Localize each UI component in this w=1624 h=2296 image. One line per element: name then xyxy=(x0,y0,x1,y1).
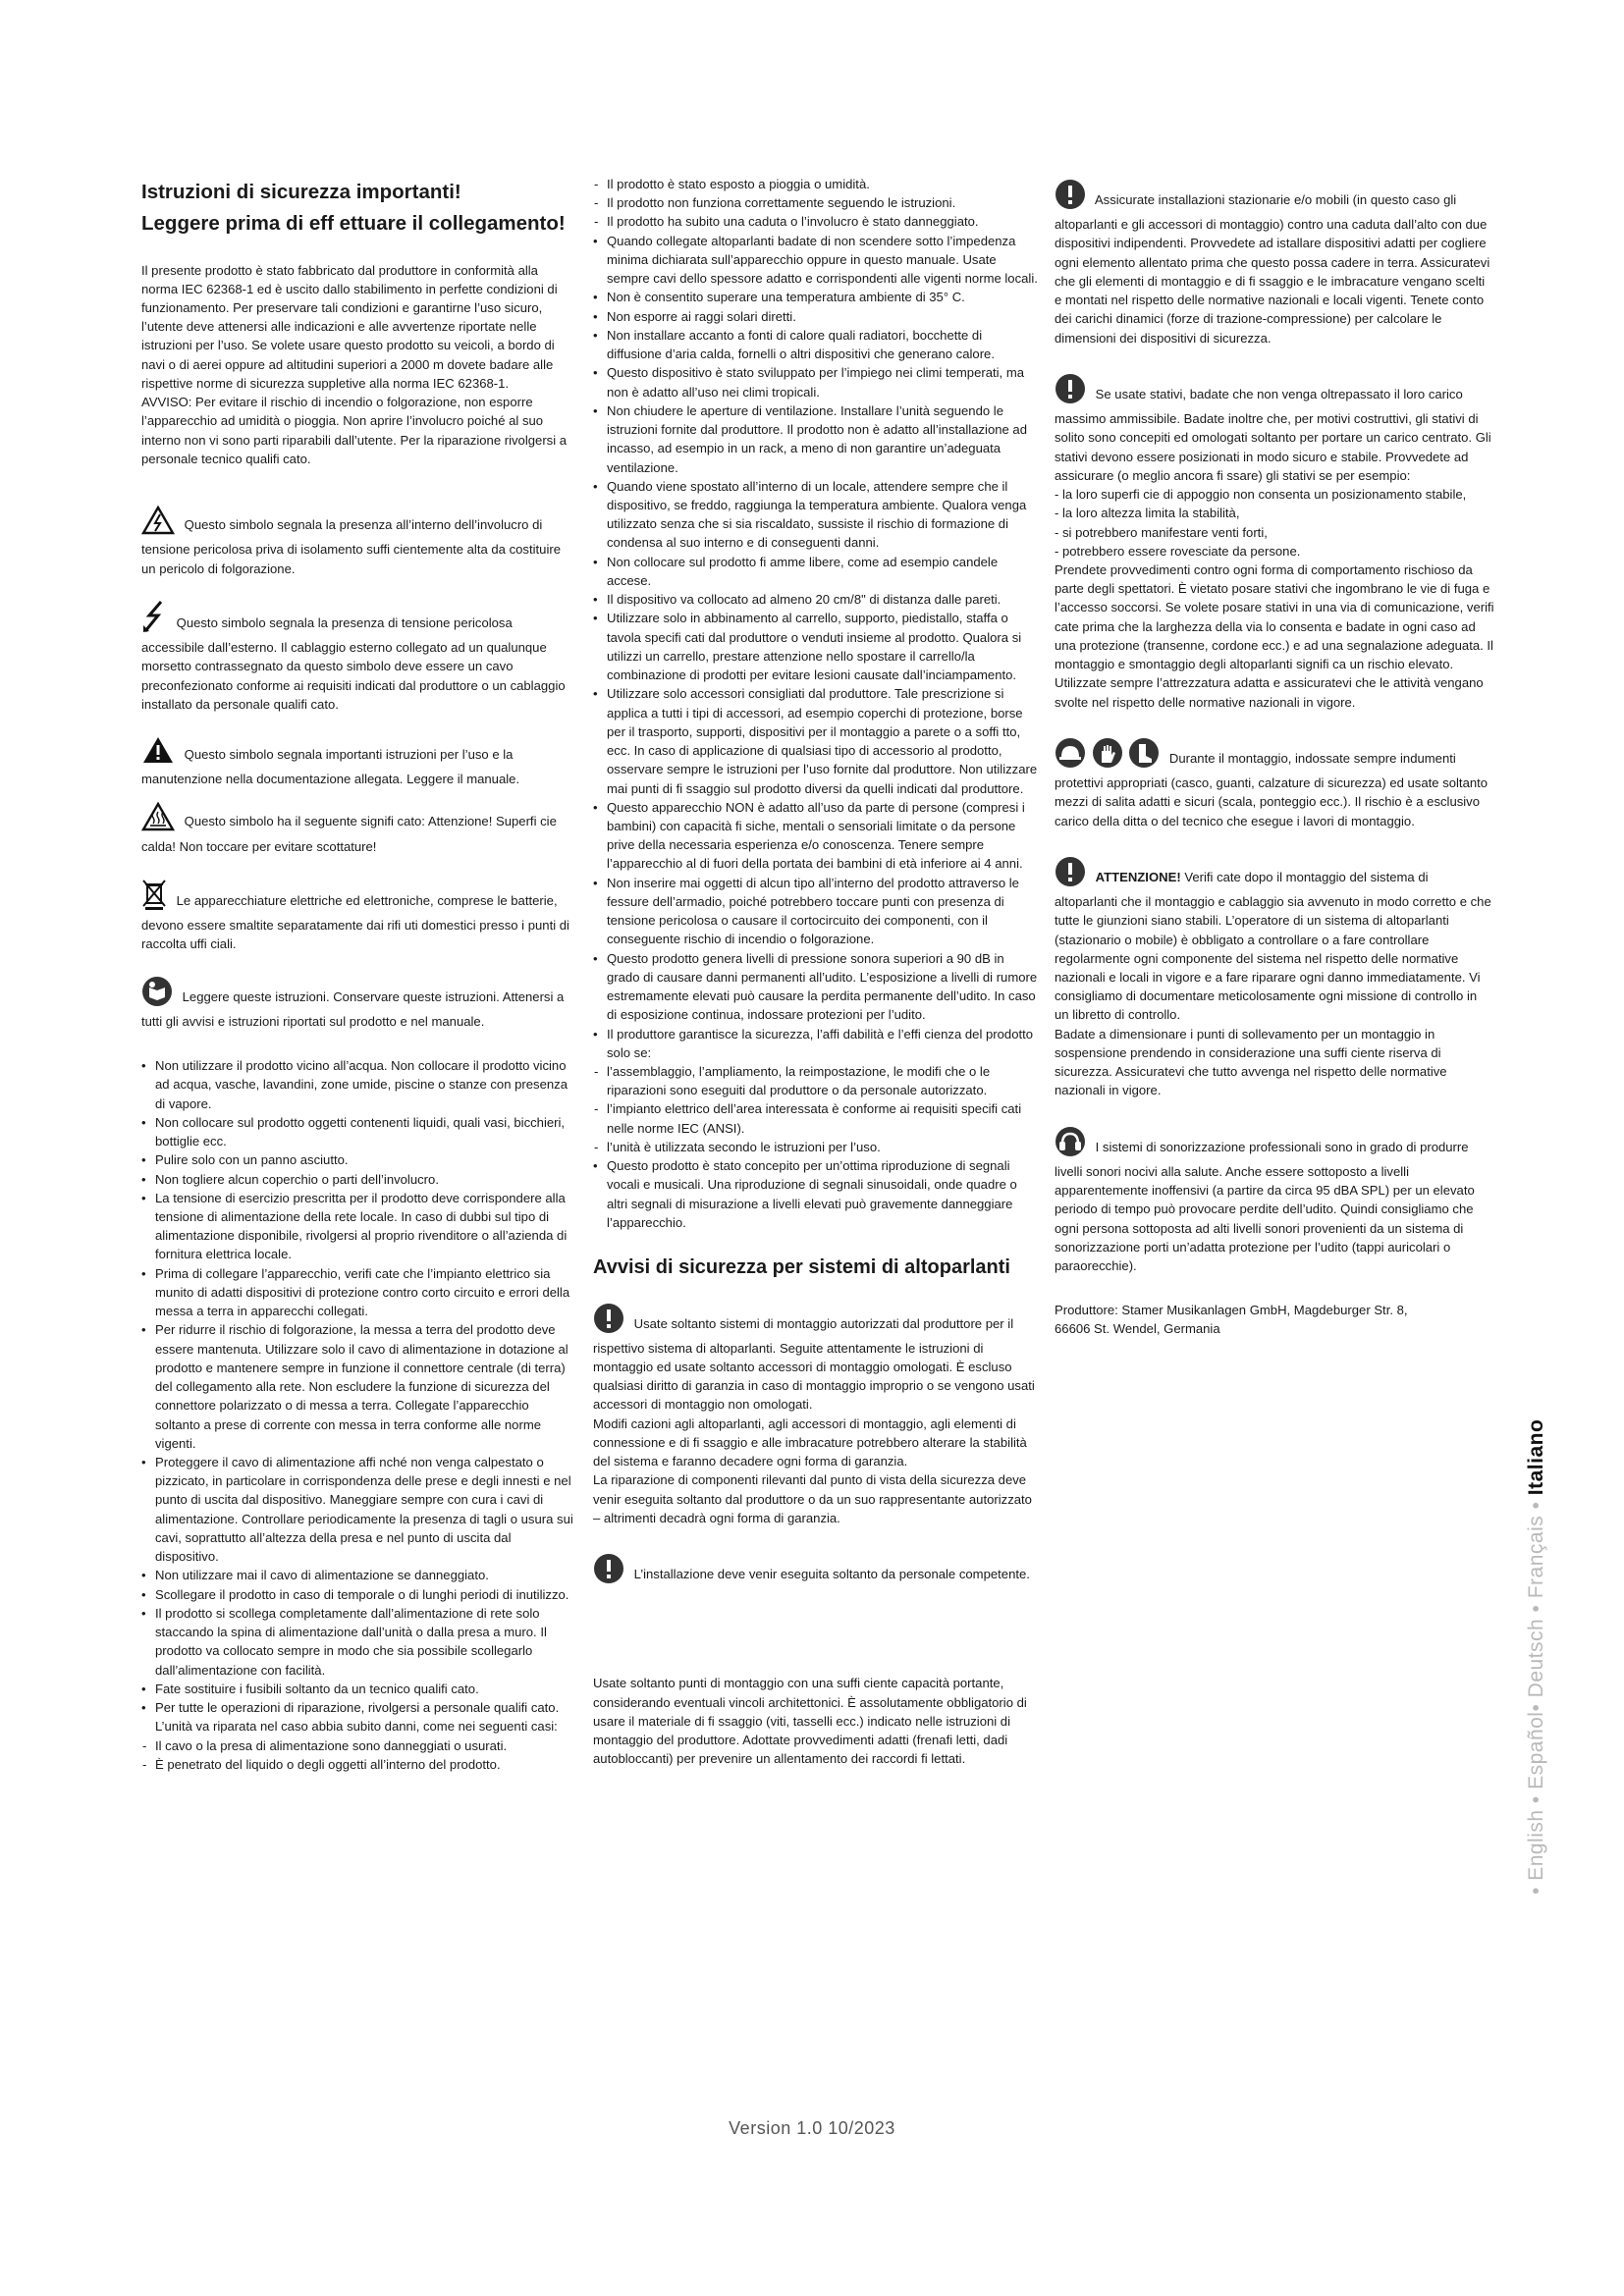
list-item: - Il prodotto è stato esposto a pioggia o umidità. xyxy=(593,175,1040,193)
symbol-block-hot-surface xyxy=(141,802,573,855)
symbol-block-read-manual xyxy=(141,976,573,1031)
list-item: • Il prodotto si scollega completamente dall’alimentazione di rete solo staccando la spina di alimentazione dall’unità o dalla presa a muro. Il prodotto va collocato sempre in modo che sia possibile scollegarlo dall’alimentazione con facilità. xyxy=(141,1604,573,1680)
manufacturer-info xyxy=(1055,1301,1494,1338)
list-item: • Non collocare sul prodotto oggetti contenenti liquidi, quali vasi, bicchieri, bottiglie ecc. xyxy=(141,1113,573,1150)
list-item: • Questo prodotto genera livelli di pressione sonora superiori a 90 dB in grado di causare danni permanenti all’udito. L’esposizione a livelli di rumore estremamente elevati può causare la perdita permanente dell’udito. In caso di esposizione continua, indossare protezioni per l’udito. xyxy=(593,949,1040,1025)
modifications-paragraph: Modifi cazioni agli altoparlanti, agli accessori di montaggio, agli elementi di connessione e di fi ssaggio e alle imbracature potrebbero alterare la stabilità del sistema e faranno decadere ogni forma di garanzia. xyxy=(593,1415,1027,1469)
safety-bullet-list xyxy=(141,1056,573,1735)
list-item: • Questo apparecchio NON è adatto all’uso da parte di persone (compresi i bambini) con capacità fi siche, mentali o sensoriali limitate o da persone prive della necessaria esperienza e/o conoscenza. Tenere sempre l’apparecchio al di fuori della portata dei bambini di età inferiore ai 4 anni. xyxy=(593,798,1040,874)
symbol-block-disposal xyxy=(141,878,573,954)
stands-intro-text: Se usate stativi, badate che non venga oltrepassato il loro carico massimo ammissibile. Badate inoltre che, per motivi costruttivi, gli stativi di solito sono concepiti ed omologati soltanto per portare un carico centrato. Gli stativi devono essere posizionati in modo sicuro e stabile. Provvedete ad assicurare (o meglio ancora fi ssare) gli stativi se per esempio: xyxy=(1055,386,1491,483)
list-item: • Non installare accanto a fonti di calore quali radiatori, bocchette di diffusione d’aria calda, fornelli o altri dispositivi che generano calore. xyxy=(593,326,1040,363)
install-secure-text: Assicurate installazioni stazionarie e/o mobili (in questo caso gli altoparlanti e gli accessori di montaggio) contro una caduta dall’alto con due dispositivi indipendenti. Provvedete ad istallare dispositivi adatti per cogliere ogni elemento allentato prima che questo possa cadere in terra. Assicuratevi che gli elementi di montaggio e di fi ssaggio e le imbracature vengano scelti e montati nel rispetto delle normative nazionali e locali vigenti. Tenete conto dei carichi dinamici (forze di trazione-compressione) per calcolare le dimensioni dei dispositivi di sicurezza. xyxy=(1055,192,1490,346)
list-item: - l’unità è utilizzata secondo le istruzioni per l’uso. xyxy=(593,1138,1040,1156)
list-item: • Non esporre ai raggi solari diretti. xyxy=(593,307,1040,326)
list-item: • Non utilizzare il prodotto vicino all’acqua. Non collocare il prodotto vicino ad acqua, vasche, lavandini, zone umide, piscine o stanze con presenza di vapore. xyxy=(141,1056,573,1113)
repair-cases-list xyxy=(141,1736,573,1774)
list-item: - si potrebbero manifestare venti forti, xyxy=(1055,524,1268,540)
list-item: • La tensione di esercizio prescritta per il prodotto deve corrispondere alla tensione di alimentazione della rete locale. In caso di dubbi sul tipo di alimentazione disponibile, rivolgersi al proprio rivenditore o all’azienda di fornitura elettrica locale. xyxy=(141,1189,573,1264)
list-item: • Fate sostituire i fusibili soltanto da un tecnico qualifi cato. xyxy=(141,1680,573,1698)
list-item: • Utilizzare solo accessori consigliati dal produttore. Tale prescrizione si applica a tutti i tipi di accessori, ad esempio coperchi di protezione, borse per il trasporto, supporti, dispositivi per il montaggio a parete o a soffi tto, ecc. In caso di applicazione di qualsiasi tipo di accessorio al prodotto, osservare sempre le istruzioni per l’uso fornite dal produttore. Non utilizzare mai punti di fi ssaggio sul prodotto diversi da quelli indicati dal produttore. xyxy=(593,684,1040,797)
mandatory-instruction-icon xyxy=(1055,179,1086,215)
mandatory-instruction-icon xyxy=(1055,373,1086,409)
symbol-block-external-voltage xyxy=(141,600,573,714)
warranty-conditions-list xyxy=(593,1062,1040,1156)
signal-bullet-list xyxy=(593,1156,1040,1232)
list-item: • Questo prodotto è stato concepito per un’ottima riproduzione di segnali vocali e musicali. Una riproduzione di segnali sinusoidali, onde quadre o altri segnali di misurazione a livelli elevati può gravemente danneggiare l’apparecchio. xyxy=(593,1156,1040,1232)
language-side-tab xyxy=(1525,1419,1548,1895)
symbol-text: Questo simbolo segnala importanti istruzioni per l’uso e la manutenzione nella documentazione allegata. Leggere il manuale. xyxy=(141,746,520,787)
read-manual-icon xyxy=(141,976,173,1012)
symbol-text: Questo simbolo segnala la presenza all’interno dell’involucro di tensione pericolosa priva di isolamento suffi cientemente alta da costituire un pericolo di folgorazione. xyxy=(141,517,561,576)
column-1 xyxy=(141,177,573,1774)
stands-block xyxy=(1055,373,1494,712)
list-item: • Il produttore garantisce la sicurezza, l’affi dabilità e l’effi cienza del prodotto solo se: xyxy=(593,1025,1040,1062)
list-item: • Proteggere il cavo di alimentazione affi nché non venga calpestato o pizzicato, in particolare in corrispondenza delle prese e degli innesti e nel punto di uscita dal dispositivo. Maneggiare sempre con cura i cavi di alimentazione. Controllare periodicamente la presenza di tagli o usura sui cavi, soprattutto all’altezza della presa e nel punto di uscita dal dispositivo. xyxy=(141,1453,573,1566)
repair-cases-list-continued xyxy=(593,175,1040,232)
hoist-paragraph: Badate a dimensionare i punti di sollevamento per un montaggio in sospensione prendendo in considerazione una suffi ciente riserva di sicurezza. Assicuratevi che tutto avvenga nel rispetto delle normative nazionali in vigore. xyxy=(1055,1026,1447,1098)
list-item: • Utilizzare solo in abbinamento al carrello, supporto, piedistallo, staffa o tavola specifi cati dal produttore o venduti insieme al prodotto. Qualora si utilizzi un carrello, prestare attenzione nello spostare il carrello/la combinazione di prodotti per evitare lesioni causate dall’inciampamento. xyxy=(593,609,1040,684)
hearing-protection-icon xyxy=(1055,1126,1086,1162)
title-line-1: Istruzioni di sicurezza importanti! xyxy=(141,181,461,203)
list-item: - potrebbero essere rovesciate da persone. xyxy=(1055,543,1301,559)
list-item: • Prima di collegare l’apparecchio, verifi cate che l’impianto elettrico sia munito di adatti dispositivi di protezione contro corto circuito e errori della messa a terra in apparecchi collegati. xyxy=(141,1264,573,1321)
mandatory-instruction-icon xyxy=(1055,856,1086,892)
section-title-speakers: Avvisi di sicurezza per sistemi di altoparlanti xyxy=(593,1256,1010,1279)
list-item: - Il prodotto ha subito una caduta o l’involucro è stato danneggiato. xyxy=(593,212,1040,231)
hearing-block xyxy=(1055,1126,1494,1276)
helmet-icon xyxy=(1055,737,1086,774)
active-language: Italiano xyxy=(1525,1418,1547,1496)
list-item: - la loro superfi cie di appoggio non consenta un posizionamento stabile, xyxy=(1055,487,1467,503)
attention-text: Verifi cate dopo il montaggio del sistema di altoparlanti che il montaggio e cablaggio sia avvenuto in modo corretto e che tutte le giunzioni siano stabili. L’operatore di un sistema di altoparlanti (stazionario o mobile) è obbligato a controllare o a fare controllare regolarmente ogni componente del sistema nel rispetto delle normative nazionali e locali in vigore e a fare riparare ogni danno immediatamente. Vi consigliamo di documentare meticolosamente ogni missione di controllo in un libretto di controllo. xyxy=(1055,869,1491,1023)
list-item: - la loro altezza limita la stabilità, xyxy=(1055,506,1240,521)
list-item: • Non è consentito superare una temperatura ambiente di 35° C. xyxy=(593,288,1040,306)
lightning-bolt-icon xyxy=(141,600,167,638)
ppe-block xyxy=(1055,737,1494,830)
speaker-mounting-block xyxy=(593,1303,1040,1528)
attention-block xyxy=(1055,856,1494,1100)
safety-boots-icon xyxy=(1128,737,1160,774)
install-secure-block xyxy=(1055,179,1494,347)
symbol-block-voltage xyxy=(141,506,573,578)
speaker-mounting-text: Usate soltanto sistemi di montaggio autorizzati dal produttore per il rispettivo sistema di altoparlanti. Seguite attentamente le istruzioni di montaggio ed usate soltanto accessori di montaggio omologati. È escluso qualsiasi diritto di garanzia in caso di montaggio improprio o se vengono usati accessori di montaggio non omologati. xyxy=(593,1315,1035,1413)
column-3 xyxy=(1055,179,1494,1345)
list-item: • Non inserire mai oggetti di alcun tipo all’interno del prodotto attraverso le fessure dell’armadio, poiché potrebbero toccare punti con presenza di tensione pericolosa o causare il cortocircuito dei componenti, con il conseguente rischio di incendio o folgorazione. xyxy=(593,874,1040,949)
manufacturer-line-1: Produttore: Stamer Musikanlagen GmbH, Magdeburger Str. 8, xyxy=(1055,1303,1408,1318)
safety-bullet-list-continued xyxy=(593,232,1040,1062)
column-2 xyxy=(593,175,1040,1775)
list-item: • Per tutte le operazioni di riparazione, rivolgersi a personale qualifi cato. L’unità va riparata nel caso abbia subito danni, come nei seguenti casi: xyxy=(141,1698,573,1735)
symbol-block-instructions xyxy=(141,735,573,788)
list-item: - Il cavo o la presa di alimentazione sono danneggiati o usurati. xyxy=(141,1736,573,1755)
list-item: - Il prodotto non funziona correttamente seguendo le istruzioni. xyxy=(593,193,1040,212)
page-title xyxy=(141,177,573,240)
list-item: • Non utilizzare mai il cavo di alimentazione se danneggiato. xyxy=(141,1566,573,1584)
list-item: • Non collocare sul prodotto fi amme libere, come ad esempio candele accese. xyxy=(593,553,1040,590)
manufacturer-line-2: 66606 St. Wendel, Germania xyxy=(1055,1321,1220,1337)
installation-note-block xyxy=(593,1553,1040,1589)
list-item: • Quando collegate altoparlanti badate di non scendere sotto l’impedenza minima dichiarata sull’apparecchio oppure in questo manuale. Usate sempre cavi dello spessore adatto e corrispondenti alle vigenti norme locali. xyxy=(593,232,1040,289)
intro-paragraph: Il presente prodotto è stato fabbricato dal produttore in conformità alla norma IEC 62368-1 ed è uscito dallo stabilimento in perfette condizioni di funzionamento. Per preservare tali condizioni e garantirne l’uso sicuro, l’utente deve attenersi alle indicazioni e alle avvertenze riportate nelle istruzioni per l’uso. Se volete usare questo prodotto su veicoli, a bordo di navi o di aerei oppure ad altitudini superiori a 2000 m dovete badare alle rispettive norme di sicurezza suppletive alla norma IEC 62368-1. xyxy=(141,262,558,391)
crossed-bin-icon xyxy=(141,878,167,916)
title-line-2: Leggere prima di eff ettuare il collegamento! xyxy=(141,211,566,235)
list-item: • Quando viene spostato all’interno di un locale, attendere sempre che il dispositivo, se freddo, raggiunga la temperatura ambiente. Qualora venga utilizzato senza che si sia riscaldato, sussiste il rischio di formazione di condensa al suo interno e di conseguenti danni. xyxy=(593,477,1040,553)
repair-paragraph: La riparazione di componenti rilevanti dal punto di vista della sicurezza deve venir eseguita soltanto dal produttore o da un suo rappresentante autorizzato – altrimenti decadrà ogni forma di garanzia. xyxy=(593,1472,1032,1525)
mounting-points-paragraph: Usate soltanto punti di montaggio con una suffi ciente capacità portante, considerando eventuali vincoli architettonici. È assolutamente obbligatorio di usare il materiale di fi ssaggio (viti, tasselli ecc.) indicato nelle istruzioni di montaggio del produttore. Adottate provvedimenti adatti (frenafi letti, dadi autobloccanti) per prevenire un allentamento dei raccordi fi lettati. xyxy=(593,1676,1027,1767)
attention-label: ATTENZIONE! xyxy=(1095,869,1181,884)
symbol-text: Le apparecchiature elettriche ed elettroniche, comprese le batterie, devono essere smaltite separatamente dai rifi uti domestici presso i punti di raccolta uffi ciali. xyxy=(141,892,569,952)
warning-paragraph: AVVISO: Per evitare il rischio di incendio o folgorazione, non esporre l’apparecchio ad umidità o pioggia. Non aprire l’involucro poiché al suo interno non vi sono parti riparabili dall’utente. Per la riparazione rivolgersi a personale tecnico qualifi cato. xyxy=(141,395,568,466)
hearing-text: I sistemi di sonorizzazione professionali sono in grado di produrre livelli sonori nocivi alla salute. Anche essere sottoposto a livelli apparentemente inoffensivi (a partire da circa 95 dBA SPL) per un elevato periodo di tempo può provocare perdite dell’udito. Quindi consigliamo che ogni persona sottoposta ad alti livelli sonori provenienti da un sistema di sonorizzazione porti un’adatta protezione per l’udito (tappi auricolari o paraorecchie). xyxy=(1055,1139,1475,1274)
exclamation-triangle-icon xyxy=(141,735,175,770)
list-item: • Il dispositivo va collocato ad almeno 20 cm/8" di distanza dalle pareti. xyxy=(593,590,1040,609)
mandatory-instruction-icon xyxy=(593,1303,624,1339)
list-item: - l’assemblaggio, l’ampliamento, la reimpostazione, le modifi che o le riparazioni sono eseguiti dal produttore o da personale autorizzato. xyxy=(593,1062,1040,1099)
list-item: • Per ridurre il rischio di folgorazione, la messa a terra del prodotto deve essere mantenuta. Utilizzare solo il cavo di alimentazione in dotazione al prodotto e mantenere sempre in funzione il connettore centrale (di terra) del collegamento alla rete. Non escludere la funzione di sicurezza del connettore polarizzato o di messa a terra. Collegate l’apparecchio soltanto a prese di corrente con messa in terra conforme alle norme vigenti. xyxy=(141,1320,573,1453)
list-item: • Non chiudere le aperture di ventilazione. Installare l’unità seguendo le istruzioni fornite dal produttore. Il prodotto non è adatto all’installazione ad incasso, ad esempio in un rack, a meno di non garantire un’adeguata ventilazione. xyxy=(593,401,1040,477)
stands-outro-text: Prendete provvedimenti contro ogni forma di comportamento rischioso da parte degli spettatori. È vietato posare stativi che ingombrano le vie di fuga e l’accesso soccorsi. Se volete posare stativi in una via di comunicazione, verifi cate prima che la larghezza della via lo consenta e badate in ogni caso ad una protezione (transenne, cordone ecc.) e ad una segnalazione adeguata. Il montaggio e smontaggio degli altoparlanti signifi ca un rischio elevato. Utilizzate sempre l’attrezzatura adatta e assicuratevi che le attività vengano svolte nel rispetto delle normative nazionali in vigore. xyxy=(1055,561,1494,710)
stands-conditions-list xyxy=(1055,485,1494,561)
list-item: • Questo dispositivo è stato sviluppato per l’impiego nei climi temperati, ma non è adatto all’uso nei climi tropicali. xyxy=(593,363,1040,400)
hot-surface-icon xyxy=(141,802,175,836)
version-footer: Version 1.0 10/2023 xyxy=(729,2118,895,2138)
mandatory-instruction-icon xyxy=(593,1553,624,1589)
symbol-text: Questo simbolo segnala la presenza di tensione pericolosa accessibile dall’esterno. Il cablaggio esterno collegato ad un qualunque morsetto contrassegnato da questo simbolo deve essere un cavo preconfezionato conforme ai requisiti indicati dal produttore o un cablaggio installato da personale qualifi cato. xyxy=(141,614,566,712)
gloves-icon xyxy=(1092,737,1123,774)
list-item: • Non togliere alcun coperchio o parti dell’involucro. xyxy=(141,1170,573,1189)
list-item: - È penetrato del liquido o degli oggetti all’interno del prodotto. xyxy=(141,1755,573,1774)
ppe-text: Durante il montaggio, indossate sempre indumenti protettivi appropriati (casco, guanti, calzature di sicurezza) ed usate soltanto mezzi di salita adatti e sicuri (scala, ponteggio ecc.). Il rischio è a esclusivo carico della ditta o del tecnico che esegue i lavori di montaggio. xyxy=(1055,750,1489,828)
list-item: • Pulire solo con un panno asciutto. xyxy=(141,1150,573,1169)
lightning-triangle-icon xyxy=(141,506,175,540)
installation-note-text: L’installazione deve venir eseguita soltanto da personale competente. xyxy=(633,1567,1030,1582)
symbol-text: Questo simbolo ha il seguente signifi cato: Attenzione! Superfi cie calda! Non toccare per evitare scottature! xyxy=(141,814,557,854)
inactive-languages: • English • Español• Deutsch • Français • xyxy=(1525,1495,1547,1895)
symbol-text: Leggere queste istruzioni. Conservare queste istruzioni. Attenersi a tutti gli avvisi e istruzioni riportati sul prodotto e nel manuale. xyxy=(141,988,565,1029)
list-item: - l’impianto elettrico dell’area interessata è conforme ai requisiti specifi cati nelle norme IEC (ANSI). xyxy=(593,1099,1040,1137)
list-item: • Scollegare il prodotto in caso di temporale o di lunghi periodi di inutilizzo. xyxy=(141,1585,573,1604)
